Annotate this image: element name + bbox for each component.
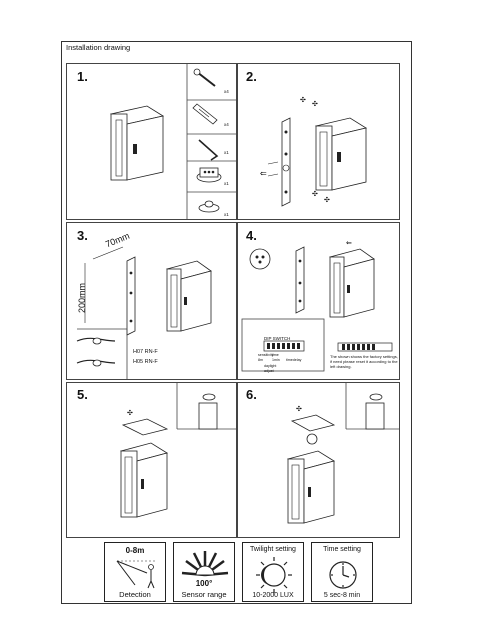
step-4-panel bbox=[237, 222, 400, 380]
svg-text:✣: ✣ bbox=[296, 405, 302, 413]
step-number: 4. bbox=[246, 228, 257, 243]
step-3-panel bbox=[66, 222, 237, 380]
dip-label: sensitivity bbox=[258, 353, 274, 357]
page-title: Installation drawing bbox=[66, 43, 131, 52]
step-number: 3. bbox=[77, 228, 88, 243]
part-qty: x1 bbox=[224, 212, 229, 217]
dip-label: time bbox=[272, 353, 279, 357]
step-number: 1. bbox=[77, 69, 88, 84]
part-qty: x4 bbox=[224, 122, 229, 127]
svg-text:✣: ✣ bbox=[312, 190, 318, 198]
svg-text:⇐: ⇐ bbox=[346, 239, 352, 247]
mounting-plate-drawing bbox=[238, 64, 400, 220]
feature-label: 10-2000 LUX bbox=[252, 592, 294, 599]
step-1-panel bbox=[66, 63, 237, 220]
step-number: 2. bbox=[246, 69, 257, 84]
part-qty: x1 bbox=[224, 181, 229, 186]
step-number: 5. bbox=[77, 387, 88, 402]
step-6-panel bbox=[237, 382, 400, 538]
svg-text:✣: ✣ bbox=[324, 196, 330, 204]
feature-time bbox=[311, 542, 373, 602]
dip-label: adjust bbox=[264, 369, 274, 373]
part-qty: x4 bbox=[224, 89, 229, 94]
svg-text:⇐: ⇐ bbox=[260, 169, 267, 178]
lamp-final-assembly bbox=[238, 383, 400, 538]
feature-value: 0-8m bbox=[125, 546, 145, 555]
rubber-seal-icon bbox=[67, 64, 237, 220]
svg-text:✣: ✣ bbox=[312, 100, 318, 108]
step-number: 6. bbox=[246, 387, 257, 402]
dip-label: daylight bbox=[264, 364, 277, 368]
cable-label: H07 RN-F bbox=[133, 349, 158, 355]
dip-label: 8m bbox=[258, 358, 263, 362]
factory-settings-note: The shown shows the factory settings, if need please reset it according to the left drawing. bbox=[330, 354, 398, 369]
step-2-panel bbox=[237, 63, 400, 220]
lamp-bottom-assembly bbox=[67, 383, 237, 538]
step-5-panel bbox=[66, 382, 237, 538]
dip-label: timedelay bbox=[286, 358, 302, 362]
part-qty: x1 bbox=[224, 150, 229, 155]
feature-label: Detection bbox=[119, 590, 151, 599]
dip-label: 1min bbox=[272, 358, 280, 362]
feature-detection bbox=[104, 542, 166, 602]
cable-label: H05 RN-F bbox=[133, 359, 158, 365]
dimension-horizontal: 70mm bbox=[104, 230, 131, 250]
svg-text:✣: ✣ bbox=[127, 409, 133, 417]
feature-label: Sensor range bbox=[181, 590, 227, 599]
feature-value: Time setting bbox=[323, 546, 361, 553]
feature-twilight bbox=[242, 542, 304, 602]
feature-value: Twilight setting bbox=[250, 546, 296, 553]
dip-switch-title: DIP SWITCH bbox=[264, 336, 291, 341]
feature-label: 5 sec-8 min bbox=[323, 592, 361, 599]
wall-mount-drawing bbox=[67, 223, 237, 380]
feature-sensor-range bbox=[173, 542, 235, 602]
dimension-vertical: 200mm bbox=[77, 282, 88, 314]
svg-text:✣: ✣ bbox=[300, 96, 306, 104]
feature-value: 100° bbox=[195, 579, 213, 588]
